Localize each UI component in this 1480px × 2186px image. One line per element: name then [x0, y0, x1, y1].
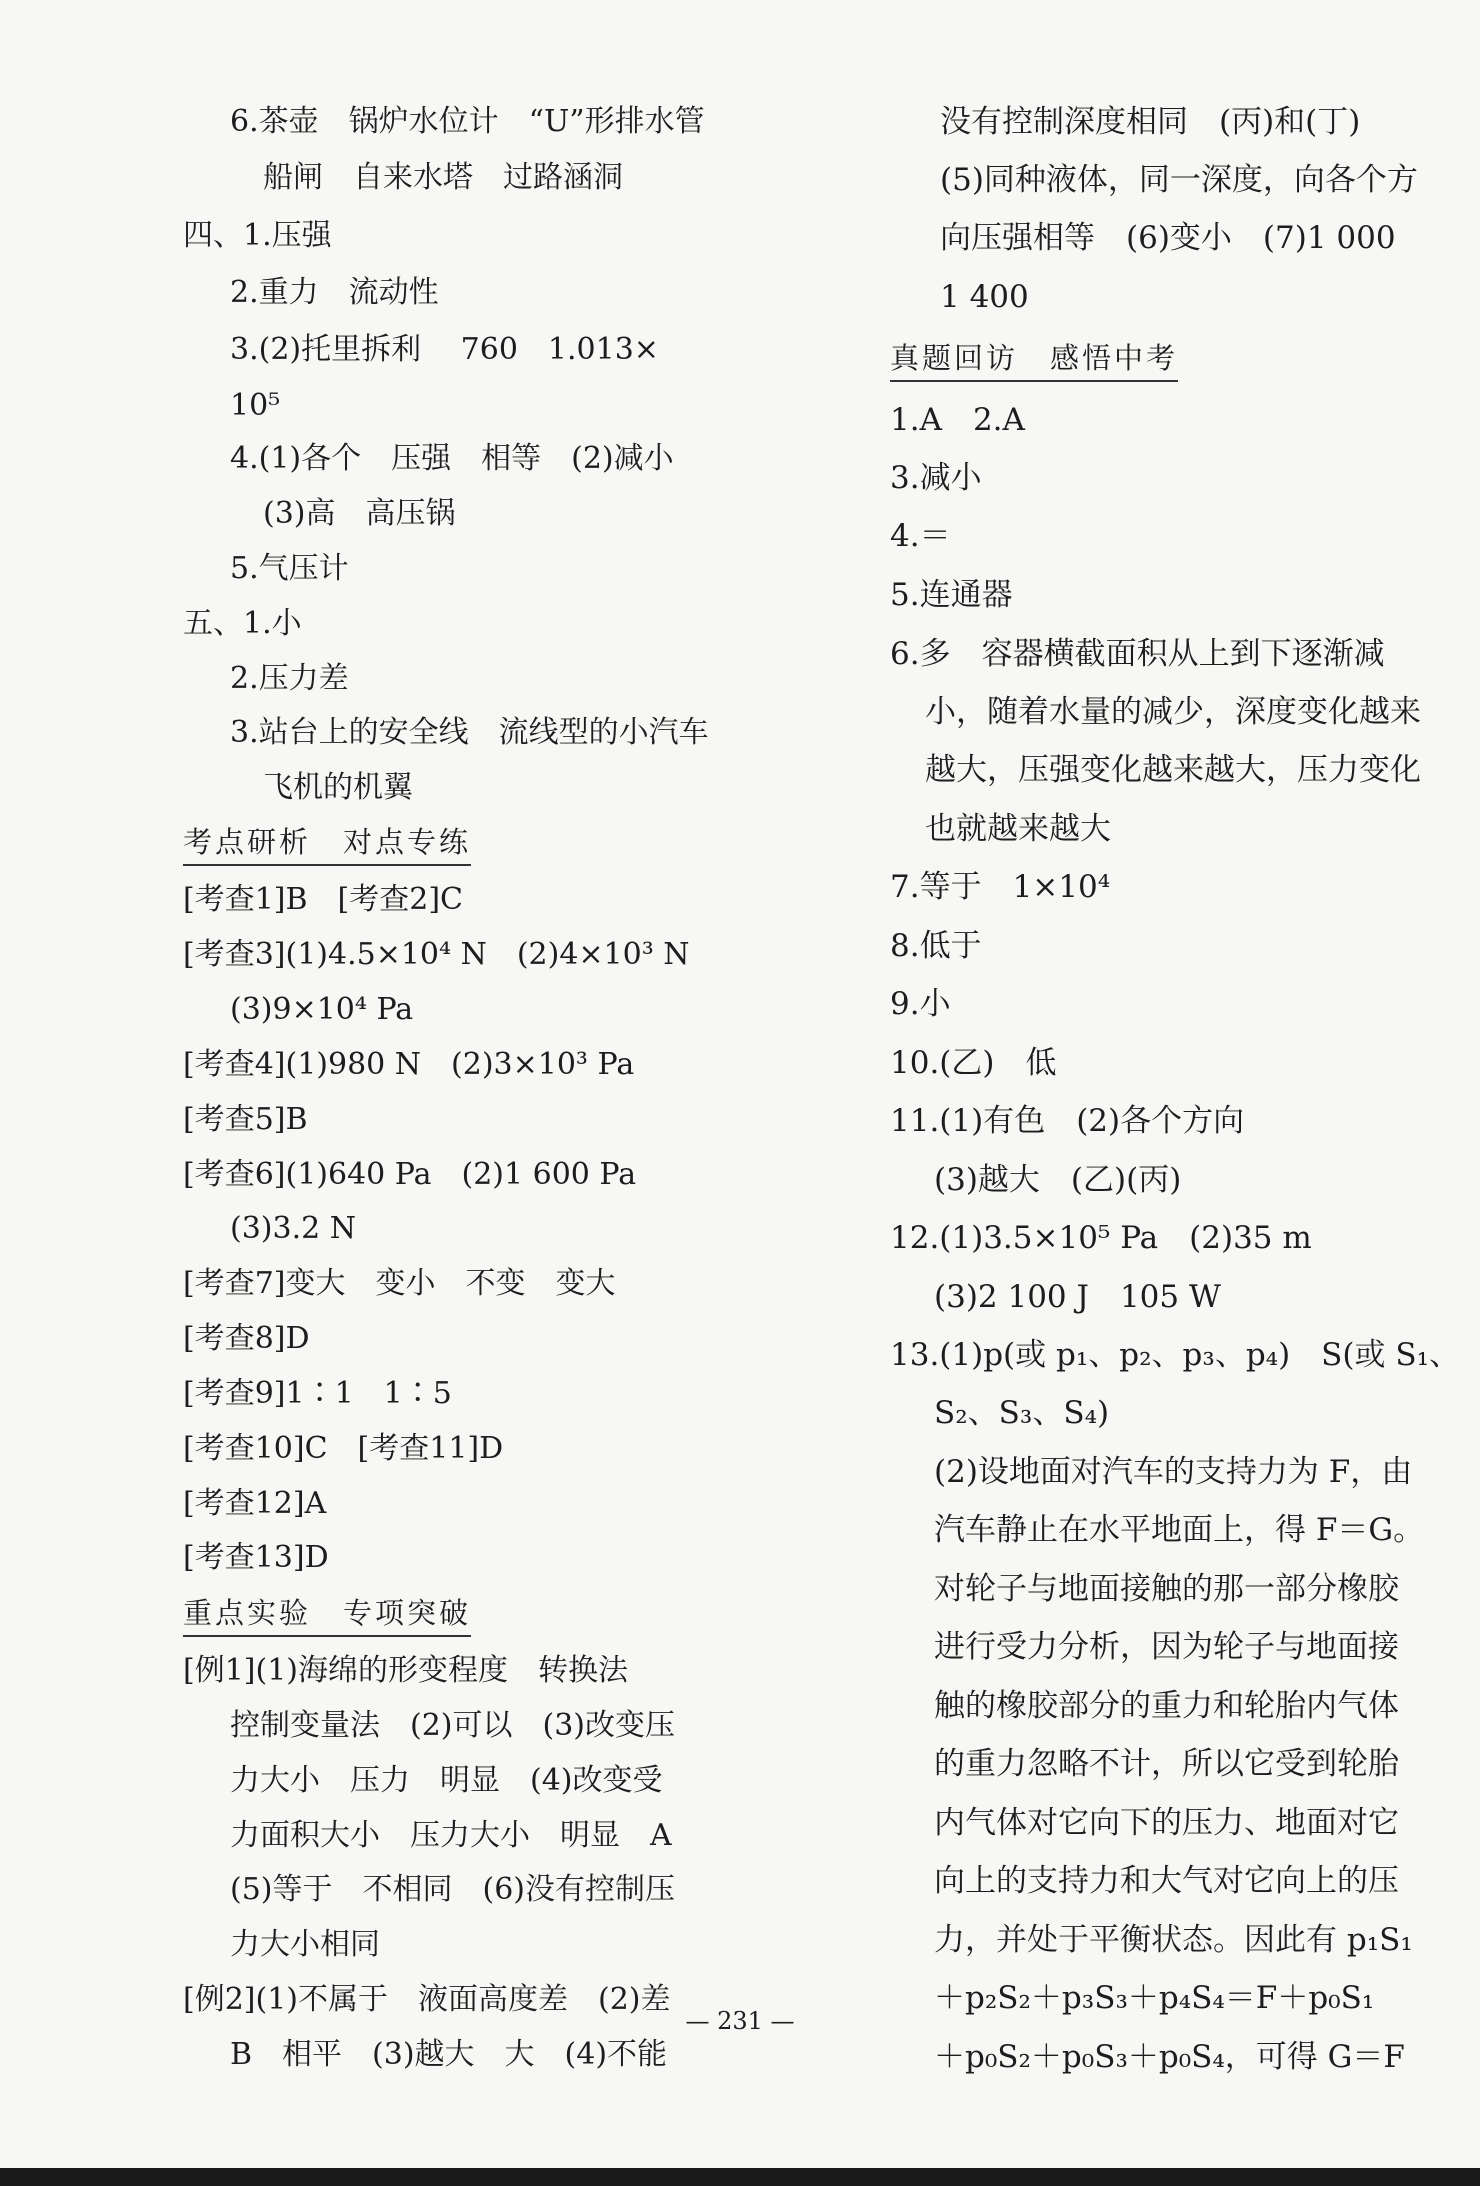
- answer-line: 向上的支持力和大气对它向上的压: [934, 1863, 1399, 1899]
- answer-line: [考查10]C [考查11]D: [183, 1431, 504, 1466]
- answer-line: 汽车静止在水平地面上，得 F＝G。: [934, 1512, 1425, 1548]
- example-line: 控制变量法 (2)可以 (3)改变压: [230, 1708, 675, 1743]
- answer-line: 3.减小: [890, 460, 982, 496]
- answer-line: S₂、S₃、S₄): [934, 1395, 1110, 1431]
- answer-line: 力，并处于平衡状态。因此有 p₁S₁: [934, 1922, 1413, 1958]
- answer-line: (3)越大 (乙)(丙): [934, 1162, 1182, 1198]
- text-line: 6.茶壶 锅炉水位计 “U”形排水管: [230, 104, 705, 139]
- answer-line: ＋p₀S₂＋p₀S₃＋p₀S₄，可得 G＝F: [934, 2039, 1405, 2075]
- text-line: 3.站台上的安全线 流线型的小汽车: [230, 715, 709, 750]
- answer-line: 小，随着水量的减少，深度变化越来: [925, 694, 1421, 730]
- text-line: 没有控制深度相同 (丙)和(丁): [940, 104, 1361, 140]
- text-line: 2.重力 流动性: [230, 275, 439, 310]
- answer-line: 13.(1)p(或 p₁、p₂、p₃、p₄) S(或 S₁、: [890, 1337, 1461, 1373]
- answer-line: 9.小: [890, 986, 951, 1022]
- answer-line: [考查5]B: [183, 1102, 308, 1137]
- answer-line: 11.(1)有色 (2)各个方向: [890, 1103, 1245, 1139]
- page-number: — 231 —: [685, 2007, 795, 2035]
- text-line: 向压强相等 (6)变小 (7)1 000: [940, 220, 1396, 256]
- example-line: 力大小相同: [230, 1927, 380, 1962]
- text-line: 2.压力差: [230, 661, 349, 696]
- answer-line: ＋p₂S₂＋p₃S₃＋p₄S₄＝F＋p₀S₁: [934, 1980, 1375, 2016]
- text-line: 3.(2)托里拆利 760 1.013×: [230, 332, 659, 367]
- example-line: [例2](1)不属于 液面高度差 (2)差: [183, 1982, 671, 2017]
- example-line: B 相平 (3)越大 大 (4)不能: [230, 2037, 668, 2072]
- answer-line: (2)设地面对汽车的支持力为 F，由: [934, 1454, 1413, 1490]
- answer-line: 6.多 容器横截面积从上到下逐渐减: [890, 636, 1385, 672]
- example-line: [例1](1)海绵的形变程度 转换法: [183, 1653, 628, 1688]
- answer-line: 1.A 2.A: [890, 402, 1025, 438]
- answer-line: [考查1]B [考查2]C: [183, 882, 463, 917]
- answer-line: [考查4](1)980 N (2)3×10³ Pa: [183, 1047, 635, 1082]
- text-line: 飞机的机翼: [263, 770, 413, 805]
- answer-line: 内气体对它向下的压力、地面对它: [934, 1805, 1399, 1841]
- answer-line: 8.低于: [890, 928, 982, 964]
- text-line: (3)高 高压锅: [263, 496, 456, 531]
- answer-line: (3)2 100 J 105 W: [934, 1279, 1221, 1315]
- bottom-border: [0, 2168, 1480, 2186]
- answer-line: [考查3](1)4.5×10⁴ N (2)4×10³ N: [183, 937, 690, 972]
- text-line: 船闸 自来水塔 过路涵洞: [263, 160, 623, 195]
- answer-line: [考查7]变大 变小 不变 变大: [183, 1266, 616, 1301]
- answer-line: [考查6](1)640 Pa (2)1 600 Pa: [183, 1157, 637, 1192]
- text-line: 5.气压计: [230, 551, 349, 586]
- answer-line: [考查8]D: [183, 1321, 310, 1356]
- answer-line: [考查12]A: [183, 1486, 327, 1521]
- example-line: 力大小 压力 明显 (4)改变受: [230, 1763, 663, 1798]
- section-heading: 四、1.压强: [183, 218, 332, 253]
- answer-line: 进行受力分析，因为轮子与地面接: [934, 1629, 1399, 1665]
- answer-line: 12.(1)3.5×10⁵ Pa (2)35 m: [890, 1220, 1312, 1256]
- example-line: (5)等于 不相同 (6)没有控制压: [230, 1872, 675, 1907]
- answer-line: 的重力忽略不计，所以它受到轮胎: [934, 1746, 1399, 1782]
- section-title-kaodian: 考点研析 对点专练: [183, 822, 471, 866]
- text-line: (5)同种液体，同一深度，向各个方: [940, 162, 1418, 198]
- section-title-zhongdian: 重点实验 专项突破: [183, 1593, 471, 1637]
- answer-line: 触的橡胶部分的重力和轮胎内气体: [934, 1688, 1399, 1724]
- answer-line: 4.＝: [890, 518, 951, 554]
- answer-line: 也就越来越大: [925, 811, 1111, 847]
- answer-line: (3)9×10⁴ Pa: [230, 992, 414, 1027]
- text-line: 4.(1)各个 压强 相等 (2)减小: [230, 441, 674, 476]
- answer-line: (3)3.2 N: [230, 1211, 356, 1246]
- answer-line: 对轮子与地面接触的那一部分橡胶: [934, 1571, 1399, 1607]
- section-heading: 五、1.小: [183, 606, 302, 641]
- answer-line: 10.(乙) 低: [890, 1045, 1057, 1081]
- answer-line: [考查13]D: [183, 1540, 329, 1575]
- answer-line: [考查9]1∶1 1∶5: [183, 1376, 452, 1411]
- text-line: 10⁵: [230, 388, 281, 423]
- example-line: 力面积大小 压力大小 明显 A: [230, 1818, 672, 1853]
- section-title-zhenti: 真题回访 感悟中考: [890, 338, 1178, 382]
- answer-line: 5.连通器: [890, 577, 1013, 613]
- answer-line: 7.等于 1×10⁴: [890, 869, 1111, 905]
- text-line: 1 400: [940, 279, 1029, 315]
- answer-line: 越大，压强变化越来越大，压力变化: [925, 752, 1421, 788]
